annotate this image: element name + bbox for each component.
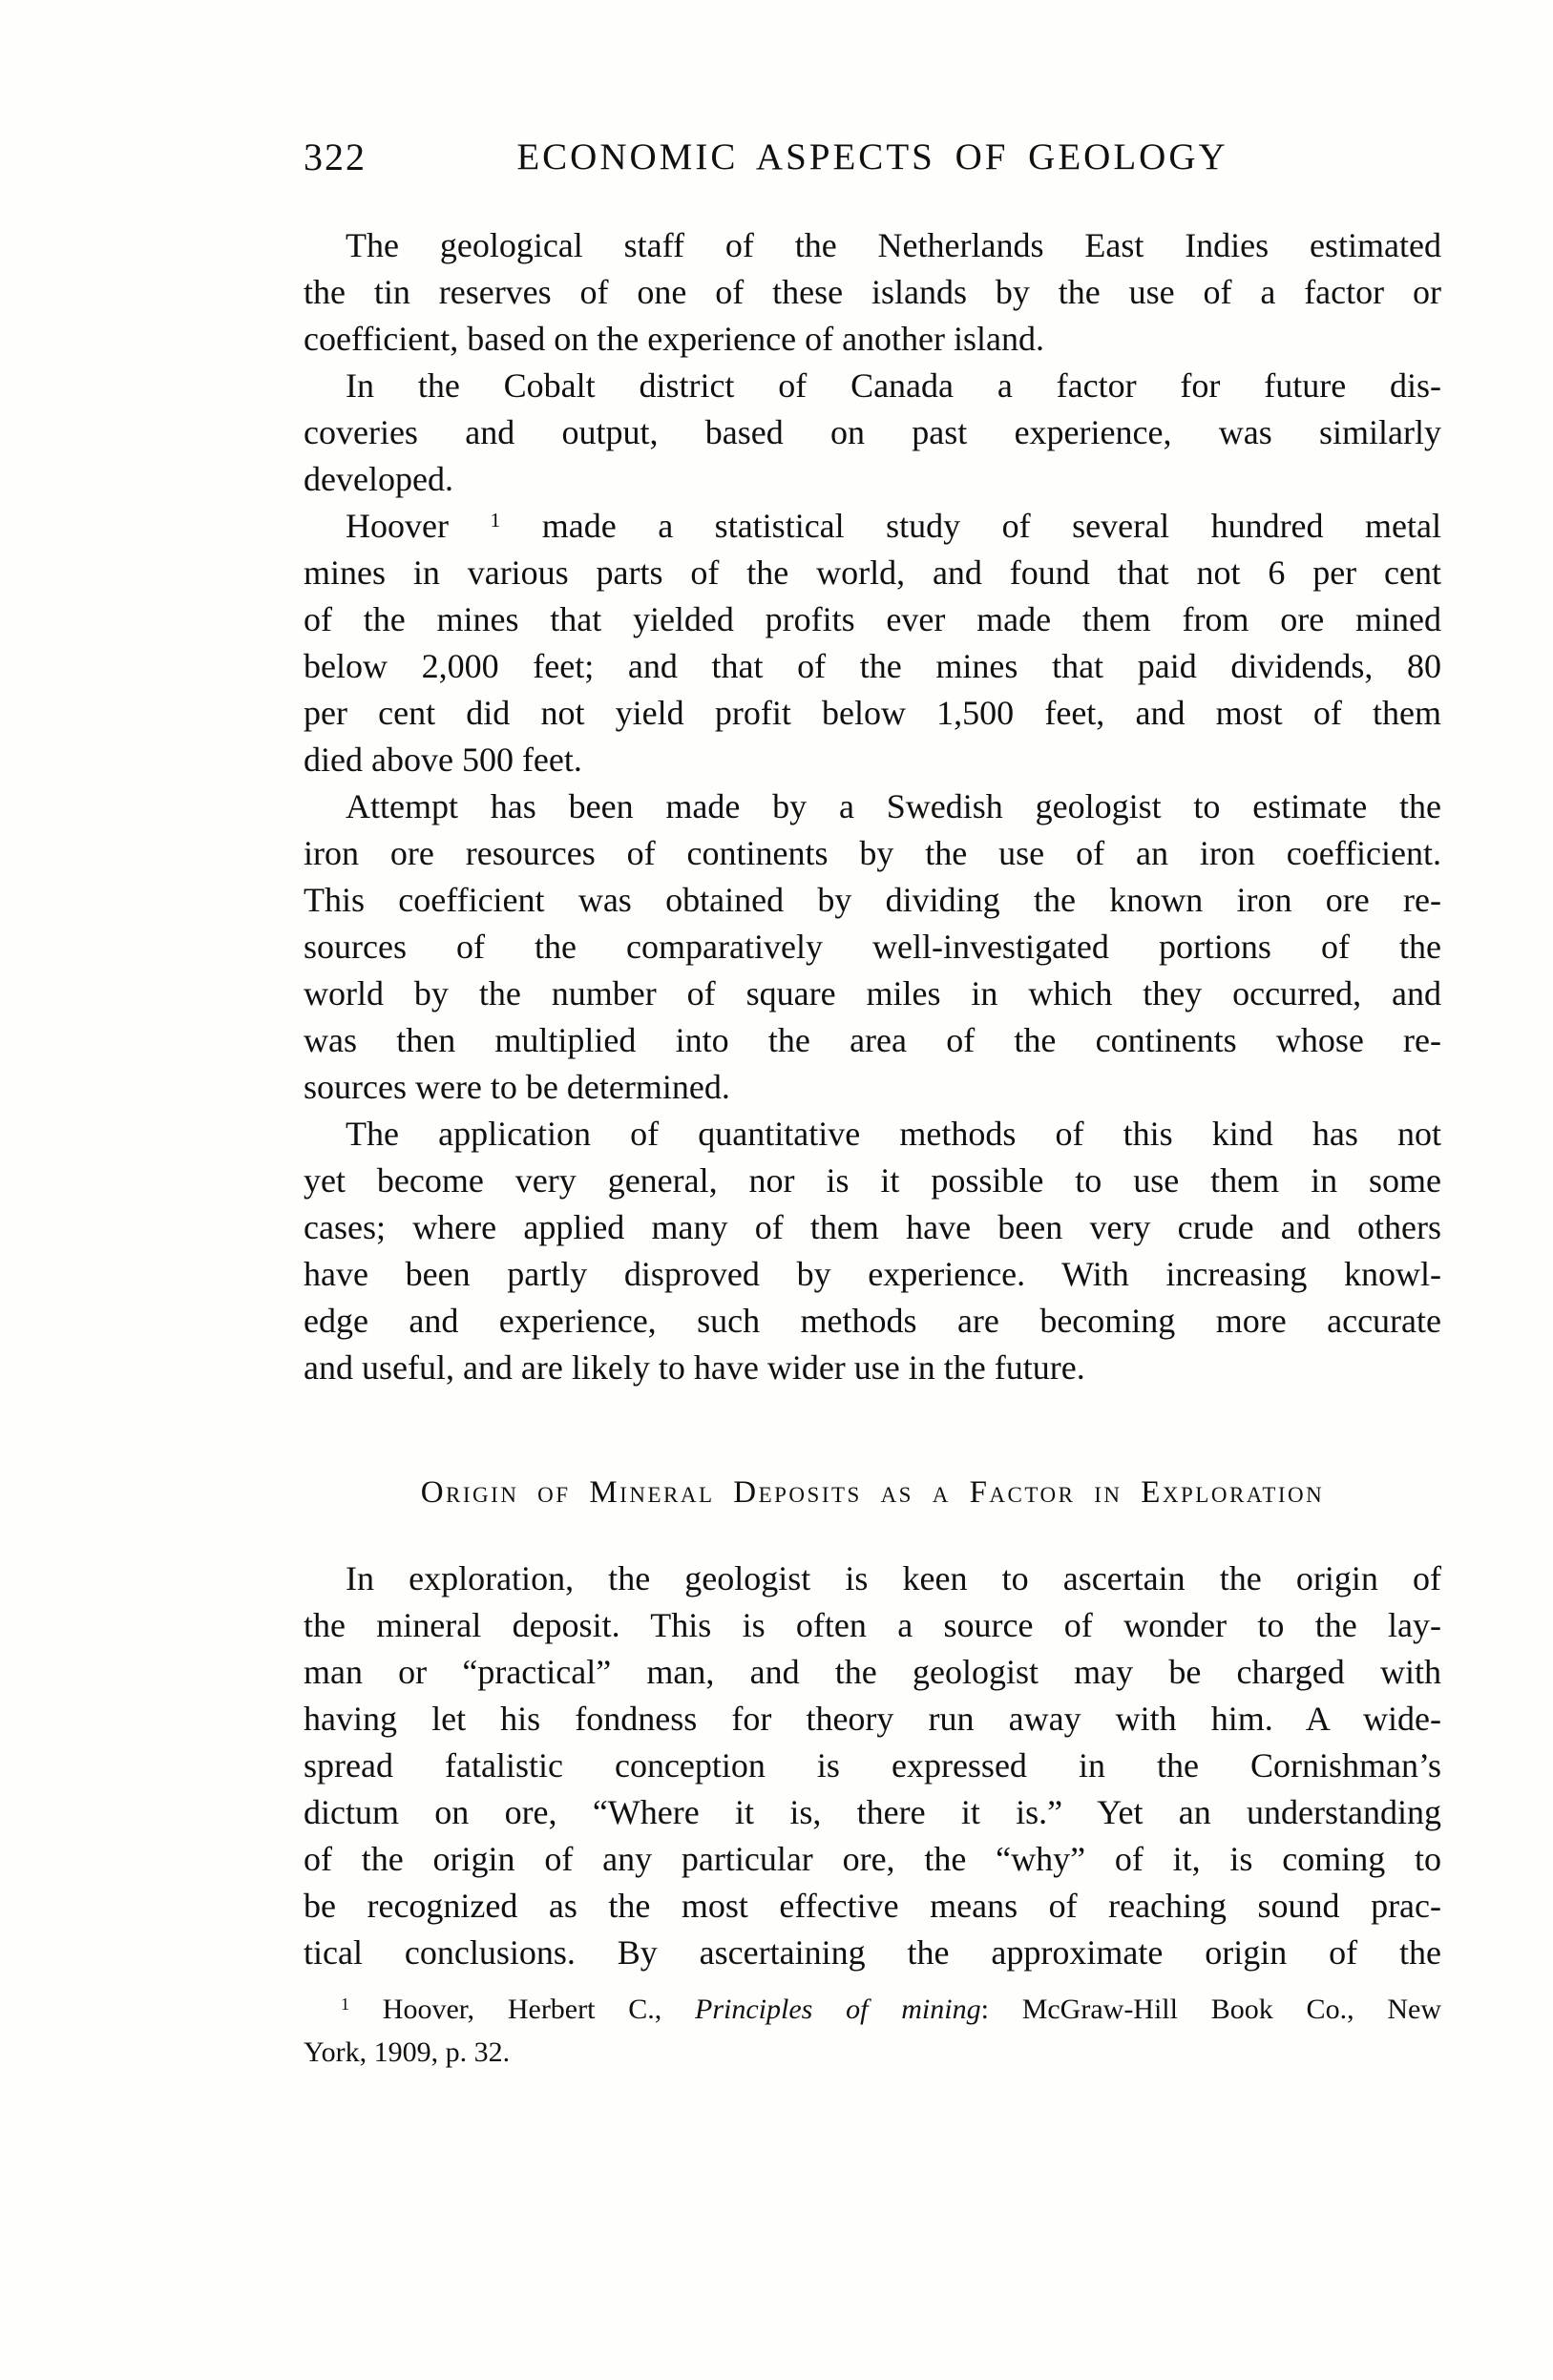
text-line xyxy=(304,1789,1441,1836)
text-segment: In the Cobalt district of Canada a factor for future dis- xyxy=(346,366,1441,405)
text-segment: cases; where applied many of them have been very crude and others xyxy=(304,1208,1441,1246)
text-segment: Attempt has been made by a Swedish geologist to estimate the xyxy=(346,787,1441,825)
section-heading: Origin of Mineral Deposits as a Factor in Exploration xyxy=(420,1475,1325,1510)
text-line xyxy=(304,1836,1441,1883)
text-segment: per cent did not yield profit below 1,500 feet, and most of them xyxy=(304,694,1441,732)
text-line xyxy=(304,737,1441,783)
text-segment: sources of the comparatively well-investigated portions of the xyxy=(304,928,1441,966)
text-line xyxy=(304,503,1441,550)
text-line xyxy=(304,1649,1441,1696)
text-segment: iron ore resources of continents by the use of an iron coefficient. xyxy=(304,834,1441,872)
text-segment: the mineral deposit. This is often a source of wonder to the lay- xyxy=(304,1606,1441,1644)
text-segment: developed. xyxy=(304,460,453,498)
page-number: 322 xyxy=(304,136,367,178)
superscript-footnote-marker: 1 xyxy=(490,509,501,532)
text-segment: spread fatalistic conception is expressed in the Cornishman’s xyxy=(304,1746,1441,1785)
text-line xyxy=(304,924,1441,971)
text-line xyxy=(304,1602,1441,1649)
text-segment: coefficient, based on the experience of another island. xyxy=(304,320,1045,358)
paragraph-netherlands xyxy=(304,222,1441,363)
text-line xyxy=(304,1298,1441,1345)
text-segment: In exploration, the geologist is keen to ascertain the origin of xyxy=(346,1559,1441,1597)
text-line xyxy=(304,971,1441,1017)
text-segment: below 2,000 feet; and that of the mines that paid dividends, 80 xyxy=(304,647,1441,685)
superscript-footnote-marker: 1 xyxy=(341,1994,349,2014)
text-segment: the tin reserves of one of these islands by the use of a factor or xyxy=(304,273,1441,311)
text-line xyxy=(304,877,1441,924)
paragraph-swedish-geologist xyxy=(304,783,1441,1111)
text-segment: died above 500 feet. xyxy=(304,741,582,779)
text-segment: mines in various parts of the world, and found that not 6 per cent xyxy=(304,553,1441,592)
footnote xyxy=(304,1988,1441,2074)
text-segment: : McGraw-Hill Book Co., New xyxy=(980,1994,1441,2025)
text-line xyxy=(304,316,1441,363)
text-segment: man or “practical” man, and the geologist may be charged with xyxy=(304,1653,1441,1691)
text-line xyxy=(304,363,1441,409)
text-line xyxy=(304,1111,1441,1158)
text-line xyxy=(304,1988,1441,2031)
text-line xyxy=(304,830,1441,877)
text-line xyxy=(304,409,1441,456)
text-line xyxy=(304,456,1441,503)
text-line xyxy=(304,643,1441,690)
text-line xyxy=(304,222,1441,269)
text-segment: having let his fondness for theory run away with him. A wide- xyxy=(304,1700,1441,1738)
text-segment: edge and experience, such methods are becoming more accurate xyxy=(304,1302,1441,1340)
text-segment: The geological staff of the Netherlands East Indies estimated xyxy=(346,226,1441,264)
text-segment: of the mines that yielded profits ever made them from ore mined xyxy=(304,600,1441,638)
text-line xyxy=(304,1696,1441,1743)
text-line xyxy=(304,1251,1441,1298)
paragraph-hoover-study xyxy=(304,503,1441,783)
text-line xyxy=(304,690,1441,737)
body-text xyxy=(304,222,1441,2074)
text-line xyxy=(304,1017,1441,1064)
paragraph-quantitative-methods xyxy=(304,1111,1441,1391)
text-segment: The application of quantitative methods of this kind has not xyxy=(346,1115,1441,1153)
text-line xyxy=(304,269,1441,316)
text-line xyxy=(304,1883,1441,1930)
paragraph-exploration-origin xyxy=(304,1555,1441,1976)
text-segment: made a statistical study of several hundred metal xyxy=(500,507,1441,545)
running-title: ECONOMIC ASPECTS OF GEOLOGY xyxy=(516,136,1228,177)
text-line xyxy=(304,596,1441,643)
text-line xyxy=(304,783,1441,830)
text-segment: and useful, and are likely to have wider use in the future. xyxy=(304,1348,1085,1387)
text-segment: be recognized as the most effective means of reaching sound prac- xyxy=(304,1887,1441,1925)
text-line xyxy=(304,1930,1441,1976)
page-header xyxy=(304,135,1441,178)
text-segment: sources were to be determined. xyxy=(304,1068,730,1106)
text-segment: have been partly disproved by experience. With increasing knowl- xyxy=(304,1255,1441,1293)
paragraph-cobalt xyxy=(304,363,1441,503)
text-line xyxy=(304,1345,1441,1391)
text-segment: Hoover, Herbert C., xyxy=(349,1994,696,2025)
text-line xyxy=(304,1064,1441,1111)
text-segment: world by the number of square miles in which they occurred, and xyxy=(304,974,1441,1013)
text-segment: was then multiplied into the area of the continents whose re- xyxy=(304,1021,1441,1059)
text-segment: Hoover xyxy=(346,507,491,545)
text-line xyxy=(304,1158,1441,1204)
text-segment: York, 1909, p. 32. xyxy=(304,2036,511,2068)
italic-title: Principles of mining xyxy=(695,1994,981,2025)
text-line xyxy=(304,1555,1441,1602)
text-segment: tical conclusions. By ascertaining the approximate origin of the xyxy=(304,1933,1441,1972)
text-line xyxy=(304,1204,1441,1251)
text-line xyxy=(304,2031,1441,2074)
text-segment: This coefficient was obtained by dividing the known iron ore re- xyxy=(304,881,1441,919)
text-segment: coveries and output, based on past experience, was similarly xyxy=(304,413,1441,451)
text-segment: of the origin of any particular ore, the “why” of it, is coming to xyxy=(304,1840,1441,1878)
text-segment: dictum on ore, “Where it is, there it is.” Yet an understanding xyxy=(304,1793,1441,1831)
text-segment: yet become very general, nor is it possible to use them in some xyxy=(304,1161,1441,1200)
text-line xyxy=(304,550,1441,596)
text-line xyxy=(304,1743,1441,1789)
